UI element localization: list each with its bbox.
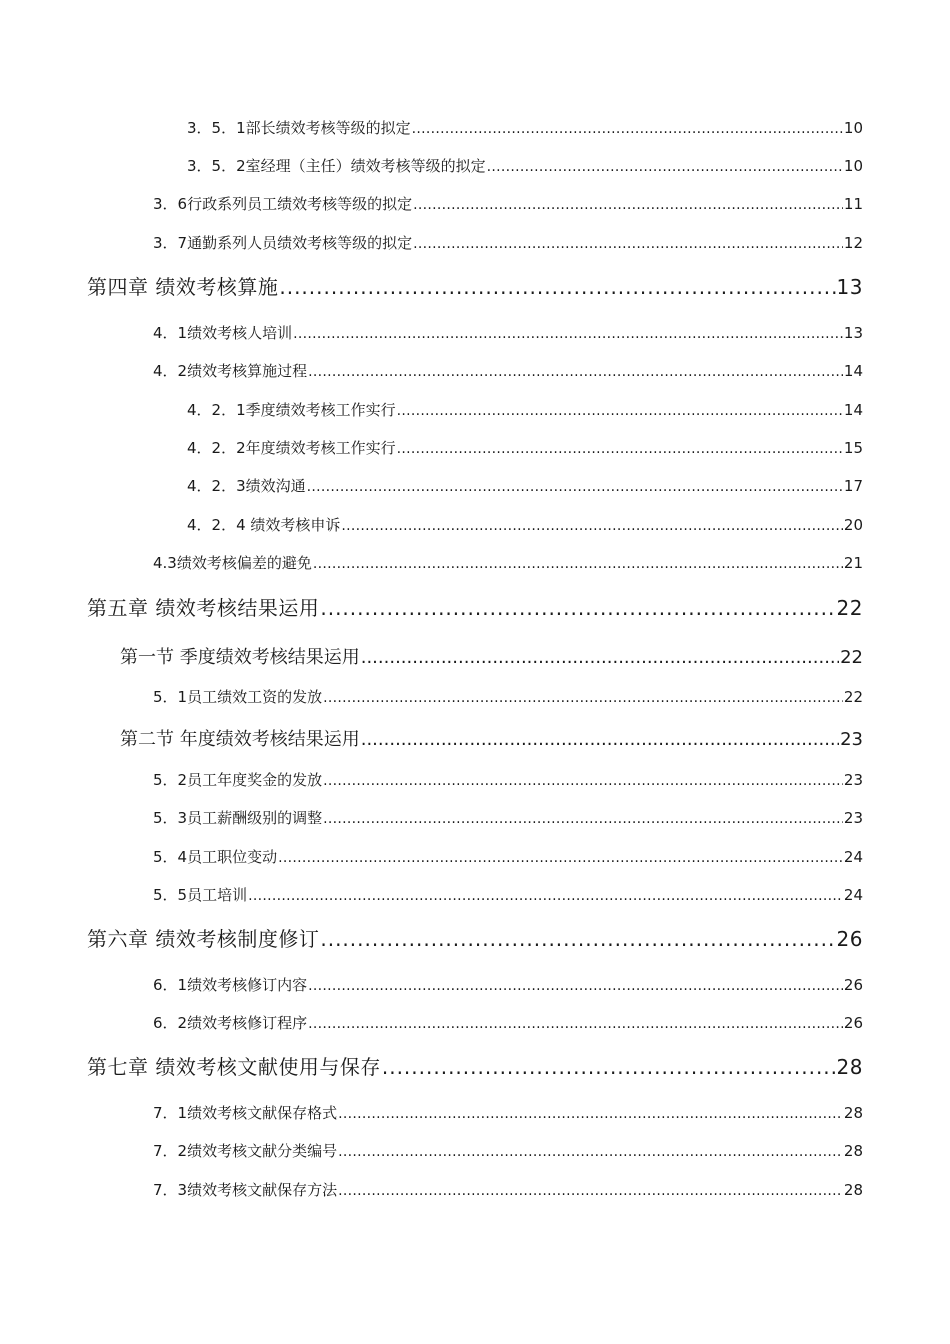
toc-leader-dots (323, 811, 843, 827)
toc-entry[interactable] (153, 193, 863, 214)
toc-leader-dots (361, 647, 839, 668)
toc-entry-title: 5．2员工年度奖金的发放 (153, 771, 323, 789)
toc-section[interactable] (120, 725, 863, 751)
toc-entry-page: 13 (836, 275, 863, 299)
toc-entry-title: 4．1绩效考核人培训 (153, 324, 293, 342)
toc-leader-dots (413, 236, 843, 252)
toc-entry-page: 21 (843, 554, 863, 572)
toc-leader-dots (412, 121, 843, 137)
toc-entry-title: 第四章 绩效考核算施 (87, 275, 279, 299)
toc-entry-title: 6．2绩效考核修订程序 (153, 1014, 308, 1032)
toc-entry-page: 22 (843, 688, 863, 706)
toc-leader-dots (382, 1055, 836, 1079)
toc-entry-title: 4．2．2年度绩效考核工作实行 (187, 439, 396, 457)
toc-entry[interactable] (153, 807, 863, 828)
toc-entry[interactable] (153, 846, 863, 867)
toc-entry-page: 12 (843, 234, 863, 252)
toc-entry-page: 28 (843, 1104, 863, 1122)
toc-entry[interactable] (153, 769, 863, 790)
toc-entry-page: 11 (843, 195, 863, 213)
toc-entry-title: 5．1员工绩效工资的发放 (153, 688, 323, 706)
toc-leader-dots (338, 1144, 843, 1160)
toc-entry-title: 4.3绩效考核偏差的避免 (153, 554, 312, 572)
toc-leader-dots (308, 978, 843, 994)
toc-entry[interactable] (187, 117, 863, 138)
toc-entry-title: 4．2．1季度绩效考核工作实行 (187, 401, 396, 419)
toc-entry-title: 3．5．2室经理（主任）绩效考核等级的拟定 (187, 157, 486, 175)
toc-entry-title: 3．5．1部长绩效考核等级的拟定 (187, 119, 411, 137)
toc-entry-page: 14 (843, 401, 863, 419)
toc-entry-title: 3．7通勤系列人员绩效考核等级的拟定 (153, 234, 413, 252)
toc-entry[interactable] (187, 475, 863, 496)
toc-entry-page: 17 (843, 477, 863, 495)
toc-leader-dots (248, 888, 843, 904)
toc-entry-page: 10 (843, 157, 863, 175)
toc-entry-page: 26 (843, 1014, 863, 1032)
toc-entry-page: 26 (836, 927, 863, 951)
toc-entry-title: 5．5员工培训 (153, 886, 248, 904)
toc-leader-dots (279, 275, 835, 299)
toc-leader-dots (320, 596, 835, 620)
toc-entry-page: 15 (843, 439, 863, 457)
toc-entry-title: 4．2．3绩效沟通 (187, 477, 306, 495)
toc-entry[interactable] (153, 232, 863, 253)
toc-entry-page: 26 (843, 976, 863, 994)
toc-entry[interactable] (153, 1102, 863, 1123)
toc-entry[interactable] (153, 884, 863, 905)
toc-chapter[interactable] (87, 271, 863, 300)
toc-entry[interactable] (187, 399, 863, 420)
toc-entry-title: 5．4员工职位变动 (153, 848, 278, 866)
toc-chapter[interactable] (87, 592, 863, 621)
toc-entry-title: 第一节 季度绩效考核结果运用 (120, 647, 360, 668)
toc-leader-dots (307, 479, 843, 495)
toc-entry-title: 6．1绩效考核修订内容 (153, 976, 308, 994)
toc-entry-page: 24 (843, 886, 863, 904)
toc-leader-dots (361, 729, 839, 750)
toc-chapter[interactable] (87, 1051, 863, 1080)
toc-entry[interactable] (187, 155, 863, 176)
toc-entry[interactable] (187, 437, 863, 458)
toc-leader-dots (338, 1183, 843, 1199)
toc-entry-title: 7．2绩效考核文献分类编号 (153, 1142, 338, 1160)
toc-entry-page: 28 (843, 1142, 863, 1160)
toc-entry[interactable] (153, 686, 863, 707)
toc-leader-dots (413, 197, 843, 213)
toc-entry-title: 5．3员工薪酬级别的调整 (153, 809, 323, 827)
toc-leader-dots (320, 927, 835, 951)
toc-leader-dots (308, 1016, 843, 1032)
toc-entry-title: 7．1绩效考核文献保存格式 (153, 1104, 338, 1122)
toc-section[interactable] (120, 643, 863, 669)
toc-entry[interactable] (153, 322, 863, 343)
toc-leader-dots (341, 518, 843, 534)
toc-entry[interactable] (153, 974, 863, 995)
toc-entry-page: 10 (843, 119, 863, 137)
toc-chapter[interactable] (87, 923, 863, 952)
toc-entry-title: 第五章 绩效考核结果运用 (87, 596, 320, 620)
toc-entry-title: 第二节 年度绩效考核结果运用 (120, 729, 360, 750)
toc-entry-page: 23 (843, 771, 863, 789)
toc-entry-page: 13 (843, 324, 863, 342)
toc-entry-title: 7．3绩效考核文献保存方法 (153, 1181, 338, 1199)
toc-leader-dots (338, 1106, 843, 1122)
toc-entry-page: 24 (843, 848, 863, 866)
toc-entry-page: 23 (843, 809, 863, 827)
toc-entry[interactable] (153, 1012, 863, 1033)
toc-leader-dots (323, 690, 843, 706)
toc-leader-dots (313, 556, 843, 572)
toc-leader-dots (487, 159, 843, 175)
toc-entry[interactable] (153, 552, 863, 573)
toc-leader-dots (293, 326, 843, 342)
toc-leader-dots (278, 850, 843, 866)
toc-entry-page: 20 (843, 516, 863, 534)
toc-entry-title: 4．2绩效考核算施过程 (153, 362, 308, 380)
toc-entry-page: 22 (836, 596, 863, 620)
toc-entry-page: 22 (840, 647, 863, 668)
toc-entry-page: 14 (843, 362, 863, 380)
toc-leader-dots (308, 364, 843, 380)
toc-leader-dots (397, 403, 843, 419)
toc-leader-dots (323, 773, 843, 789)
toc-entry-page: 23 (840, 729, 863, 750)
toc-entry-page: 28 (843, 1181, 863, 1199)
toc-entry[interactable] (187, 514, 863, 535)
toc-entry-title: 第七章 绩效考核文献使用与保存 (87, 1055, 381, 1079)
toc-entry-page: 28 (836, 1055, 863, 1079)
toc-entry[interactable] (153, 360, 863, 381)
toc-leader-dots (397, 441, 843, 457)
toc-entry-title: 4．2．4 绩效考核申诉 (187, 516, 341, 534)
toc-entry[interactable] (153, 1140, 863, 1161)
toc-entry-title: 第六章 绩效考核制度修订 (87, 927, 320, 951)
toc-entry-title: 3．6行政系列员工绩效考核等级的拟定 (153, 195, 413, 213)
toc-entry[interactable] (153, 1179, 863, 1200)
